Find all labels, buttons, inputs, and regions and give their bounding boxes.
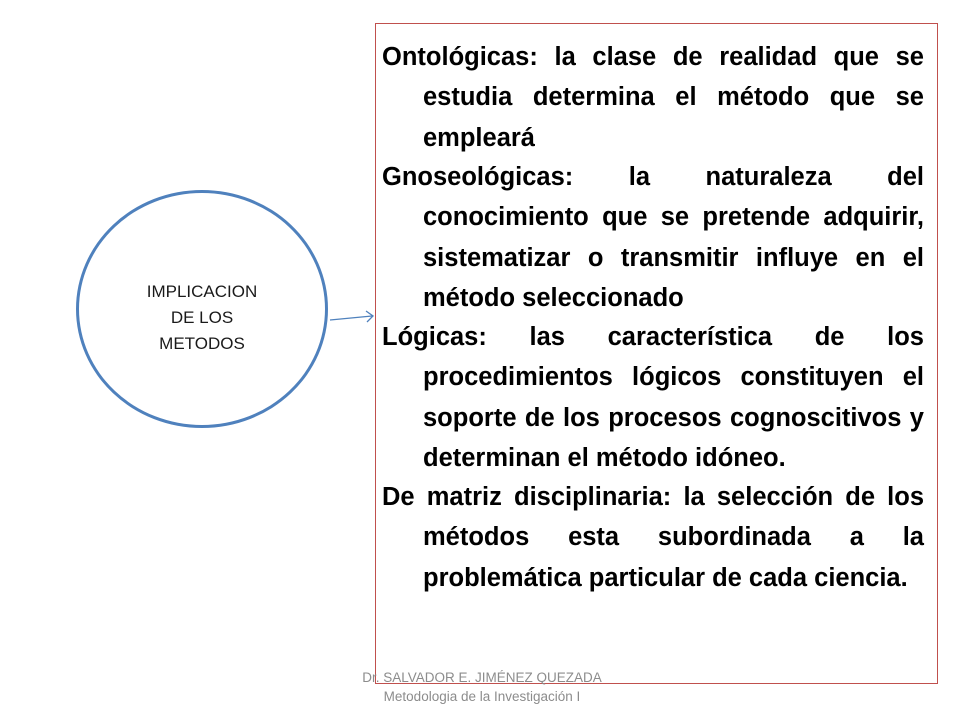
circle-label-line-3: METODOS <box>159 334 245 353</box>
paragraph-matriz-disciplinaria <box>382 477 924 598</box>
slide-footer <box>332 668 632 706</box>
footer-course: Metodologia de la Investigación I <box>383 689 581 704</box>
paragraph-gnoseologicas <box>382 157 924 318</box>
paragraph-term: Lógicas: <box>382 323 487 351</box>
paragraph-term: Ontológicas: <box>382 43 538 71</box>
paragraph-text: la selección de los métodos esta subordinada a la problemática particular de cada ciencia. <box>423 483 924 592</box>
paragraph-ontologicas <box>382 37 924 158</box>
paragraph-logicas <box>382 317 924 478</box>
footer-author: Dr. SALVADOR E. JIMÉNEZ QUEZADA <box>362 670 602 685</box>
circle-label-line-2: DE LOS <box>170 308 234 327</box>
paragraph-text: la naturaleza del conocimiento que se pretende adquirir, sistematizar o transmitir influye en el método seleccionado <box>423 163 924 312</box>
paragraph-text: las característica de los procedimientos lógicos constituyen el soporte de los procesos cognoscitivos y determinan el método idóneo. <box>423 323 924 472</box>
paragraph-term: Gnoseológicas: <box>382 163 574 191</box>
paragraph-term: De matriz disciplinaria: <box>382 483 672 511</box>
circle-label-line-1: IMPLICACION <box>146 282 258 301</box>
paragraph-text: la clase de realidad que se estudia determina el método que se empleará <box>423 43 924 152</box>
